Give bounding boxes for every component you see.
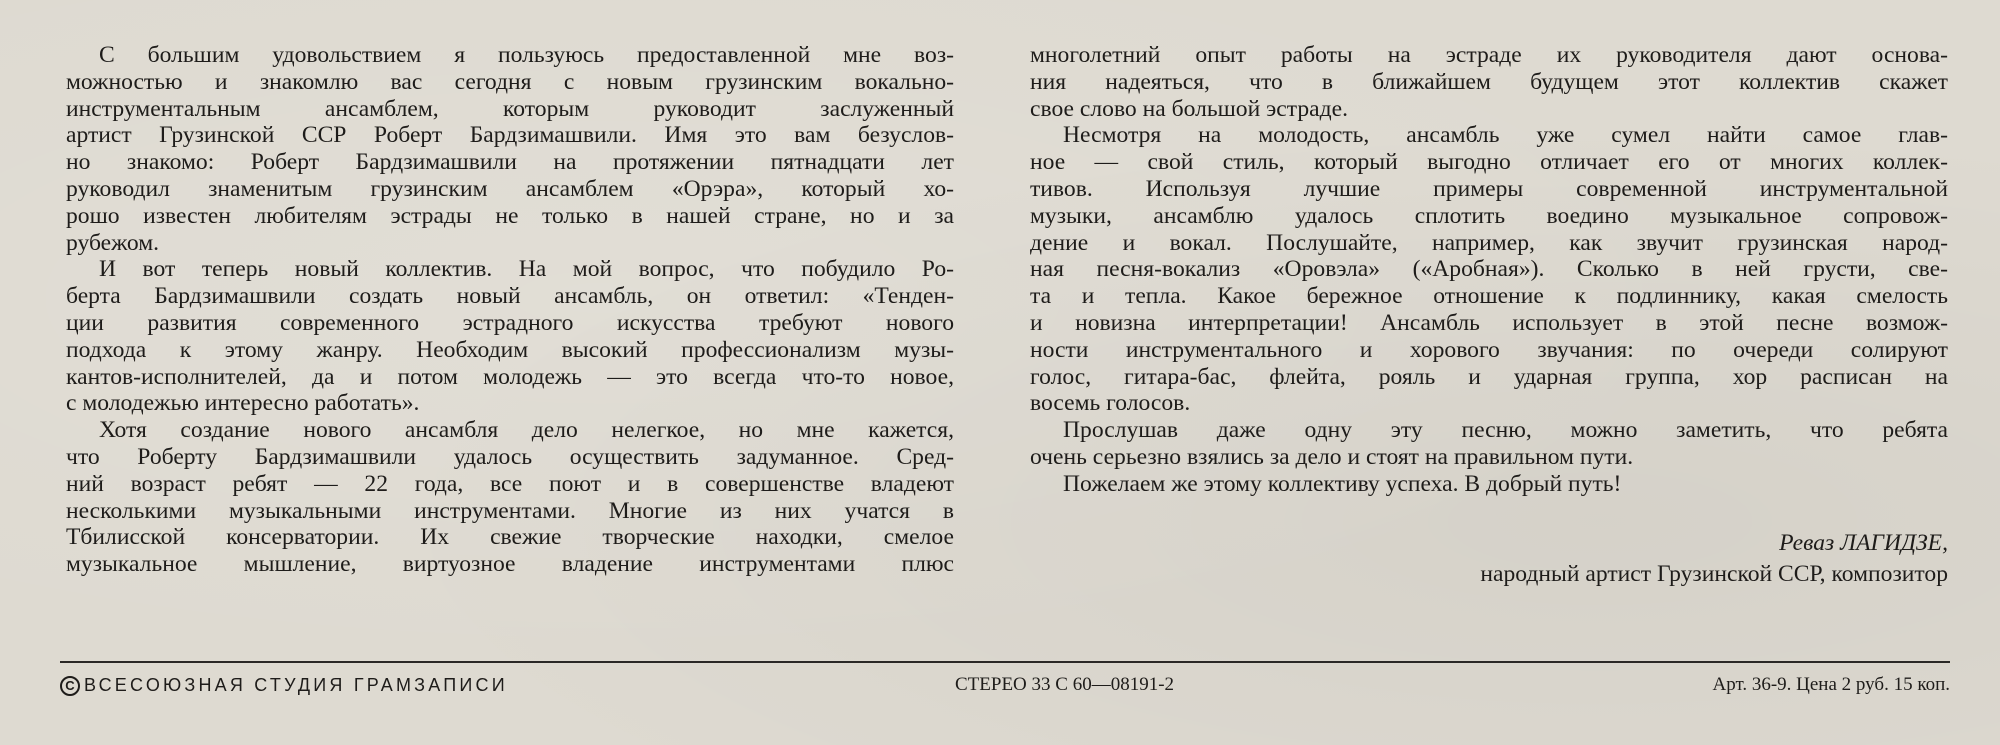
text-line: Прослушав даже одну эту песню, можно заметить, что ребята	[1063, 417, 1948, 444]
text-line: И вот теперь новый коллектив. На мой вопрос, что побудило Ро-	[99, 256, 954, 283]
text-line: Несмотря на молодость, ансамбль уже сумел найти самое глав-	[1063, 122, 1948, 149]
text-line: кантов-исполнителей, да и потом молодежь — это всегда что-то новое,	[66, 363, 954, 390]
text-line: очень серьезно взялись за дело и стоят на правильном пути.	[1030, 443, 1634, 470]
text-line: ции развития современного эстрадного искусства требуют нового	[66, 309, 954, 336]
text-line: Хотя создание нового ансамбля дело нелегкое, но мне кажется,	[99, 417, 954, 444]
text-line: дение и вокал. Послушайте, например, как звучит грузинская народ-	[1030, 229, 1948, 256]
author-signature	[1480, 528, 1948, 590]
text-line: Тбилисской консерватории. Их свежие творческие находки, смелое	[66, 524, 954, 551]
text-line: С большим удовольствием я пользуюсь предоставленной мне воз-	[99, 42, 954, 68]
text-line: ности инструментального и хорового звучания: по очереди солируют	[1030, 336, 1948, 363]
author-title: народный артист Грузинской ССР, композитор	[1480, 561, 1948, 587]
text-line: и новизна интерпретации! Ансамбль использует в этой песне возмож-	[1030, 309, 1948, 336]
text-line: тивов. Используя лучшие примеры современной инструментальной	[1030, 175, 1948, 202]
text-line: ния надеяться, что в ближайшем будущем этот коллектив скажет	[1030, 68, 1948, 95]
text-line: ное — свой стиль, который выгодно отличает его от многих коллек-	[1030, 149, 1948, 176]
right-text-column	[1030, 42, 1948, 498]
text-line: но знакомо: Роберт Бардзимашвили на протяжении пятнадцати лет	[66, 149, 954, 176]
text-line: многолетний опыт работы на эстраде их руководителя дают основа-	[1030, 42, 1948, 68]
text-line: руководил знаменитым грузинским ансамблем «Орэра», который хо-	[66, 175, 954, 202]
text-line: можностью и знакомлю вас сегодня с новым грузинским вокально-	[66, 68, 954, 95]
text-line: ний возраст ребят — 22 года, все поют и в совершенстве владеют	[66, 470, 954, 497]
text-line: восемь голосов.	[1030, 390, 1191, 417]
text-line: с молодежью интересно работать».	[66, 390, 420, 417]
text-line: музыки, ансамблю удалось сплотить воедино музыкальное сопровож-	[1030, 202, 1948, 229]
text-line: инструментальным ансамблем, которым руководит заслуженный	[66, 95, 954, 122]
text-line: артист Грузинской ССР Роберт Бардзимашвили. Имя это вам безуслов-	[66, 122, 954, 149]
footer-divider	[60, 661, 1950, 663]
text-line: Пожелаем же этому коллективу успеха. В добрый путь!	[1063, 470, 1622, 497]
text-line: берта Бардзимашвили создать новый ансамбль, он ответил: «Тенден-	[66, 283, 954, 310]
studio-name: ВСЕСОЮЗНАЯ СТУДИЯ ГРАМЗАПИСИ	[84, 675, 508, 695]
author-name: Реваз ЛАГИДЗЕ,	[1779, 530, 1948, 556]
left-text-column	[66, 42, 954, 578]
text-line: несколькими музыкальными инструментами. Многие из них учатся в	[66, 497, 954, 524]
text-line: рошо известен любителям эстрады не только в нашей стране, но и за	[66, 202, 954, 229]
text-line: та и тепла. Какое бережное отношение к подлиннику, какая смелость	[1030, 283, 1948, 310]
text-line: подхода к этому жанру. Необходим высокий профессионализм музы-	[66, 336, 954, 363]
copyright-icon: С	[60, 676, 80, 696]
text-line: что Роберту Бардзимашвили удалось осуществить задуманное. Сред-	[66, 443, 954, 470]
studio-credit	[60, 672, 508, 698]
text-line: свое слово на большой эстраде.	[1030, 95, 1348, 122]
text-line: ная песня-вокализ «Оровэла» («Аробная»). Сколько в ней грусти, све-	[1030, 256, 1948, 283]
text-line: музыкальное мышление, виртуозное владение инструментами плюс	[66, 551, 954, 578]
catalog-number: СТЕРЕО 33 С 60—08191-2	[955, 674, 1175, 695]
text-line: рубежом.	[66, 229, 160, 256]
price-info: Арт. 36-9. Цена 2 руб. 15 коп.	[1712, 674, 1950, 695]
text-line: голос, гитара-бас, флейта, рояль и ударная группа, хор расписан на	[1030, 363, 1948, 390]
